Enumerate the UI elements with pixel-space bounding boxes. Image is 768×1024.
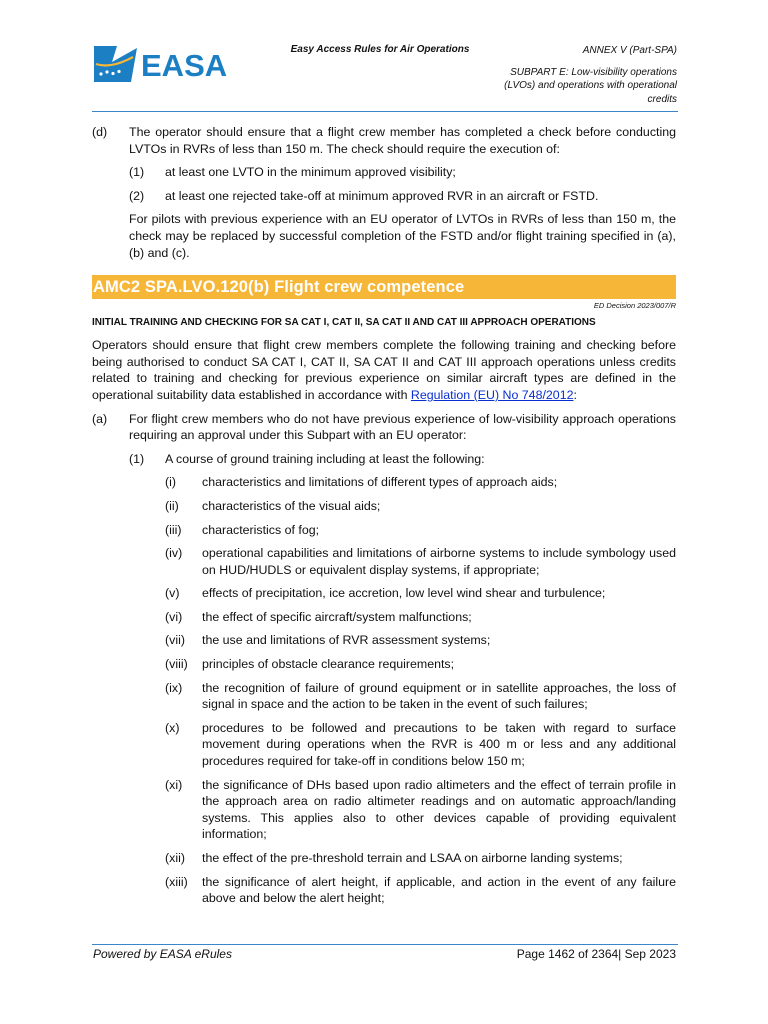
document-body: [92, 124, 676, 907]
list-item: (xii) the effect of the pre-threshold terrain and LSAA on airborne landing systems;: [165, 851, 623, 865]
footer-rule: [92, 944, 678, 945]
list-item: (viii) principles of obstacle clearance requirements;: [165, 657, 455, 672]
list-item: (1) A course of ground training including at least the following:: [129, 451, 485, 466]
bird-icon: [94, 46, 137, 82]
page-number: Page 1462 of 2364| Sep 2023: [516, 947, 676, 961]
list-item: (a) For flight crew members who do not have previous experience of low-visibility approach operations requiring an approval under this Subpart with an EU operator:: [92, 411, 676, 443]
list-item: (2) at least one rejected take-off at minimum approved RVR in an aircraft or FSTD.: [129, 188, 599, 203]
subpart-line-1: SUBPART E: Low-visibility operations: [510, 66, 677, 78]
header-annex-info: [437, 44, 677, 106]
list-item: (vi) the effect of specific aircraft/system malfunctions;: [165, 609, 472, 624]
subpart-line-3: credits: [647, 93, 677, 105]
section-subheading: INITIAL TRAINING AND CHECKING FOR SA CAT I, CAT II, SA CAT II AND CAT III APPROACH OPERATIONS: [92, 317, 596, 329]
list-item: (vii) the use and limitations of RVR assessment systems;: [165, 633, 491, 648]
list-item: (xi) the significance of DHs based upon radio altimeters and the effect of terrain profile in the approach area on radio altimeter readings and on automatic approach/landing systems. This applies also to other devices capable of providing equivalent information;: [165, 777, 676, 842]
logo-text: EASA: [141, 48, 228, 83]
note-paragraph: For pilots with previous experience with an EU operator of LVTOs in RVRs of less than 150 m, the check may be replaced by successful completion of the FSTD and/or flight training specified in (a), (b) and (c).: [129, 212, 676, 260]
section-banner: AMC2 SPA.LVO.120(b) Flight crew competence: [92, 275, 676, 299]
footer-powered-by: Powered by EASA eRules: [93, 947, 232, 961]
annex-label: ANNEX V (Part-SPA): [582, 45, 677, 56]
list-item: (iv) operational capabilities and limitations of airborne systems to include symbology used on HUD/HUDLS or equivalent display systems, if appropriate;: [165, 546, 676, 577]
subpart-line-2: (LVOs) and operations with operational: [504, 80, 677, 91]
list-item: (v) effects of precipitation, ice accretion, low level wind shear and turbulence;: [165, 586, 606, 601]
easa-logo: [93, 42, 233, 84]
intro-paragraph: Operators should ensure that flight crew members complete the following training and checking before being authorised to conduct SA CAT I, CAT II, SA CAT II and CAT III approach operations unless credits related to training and checking for previous experience on similar aircraft types are defined in the operational suitability data established in accordance with Regulation (EU) No 748/2012:: [92, 338, 676, 402]
list-item: (1) at least one LVTO in the minimum approved visibility;: [129, 165, 456, 180]
decision-reference: ED Decision 2023/007/R: [593, 301, 676, 311]
regulation-link[interactable]: Regulation (EU) No 748/2012: [410, 387, 574, 402]
list-item: (i) characteristics and limitations of different types of approach aids;: [165, 475, 558, 490]
list-item: (ix) the recognition of failure of ground equipment or in satellite approaches, the loss of signal in space and the action to be taken in the event of such failures;: [165, 680, 676, 712]
header-rule: [92, 111, 678, 112]
list-item: (d) The operator should ensure that a flight crew member has completed a check before conducting LVTOs in RVRs of less than 150 m. The check should require the execution of:: [92, 125, 676, 156]
list-item: (x) procedures to be followed and precautions to be taken with regard to surface movement during operations when the RVR is 400 m or less and any additional procedures required for take-off in conditions below 150 m;: [165, 720, 676, 769]
list-item: (xiii) the significance of alert height, if applicable, and action in the event of any failure above and below the alert height;: [165, 874, 676, 906]
list-item: (ii) characteristics of the visual aids;: [165, 498, 381, 513]
list-item: (iii) characteristics of fog;: [165, 522, 320, 537]
document-title: Easy Access Rules for Air Operations: [290, 44, 470, 55]
